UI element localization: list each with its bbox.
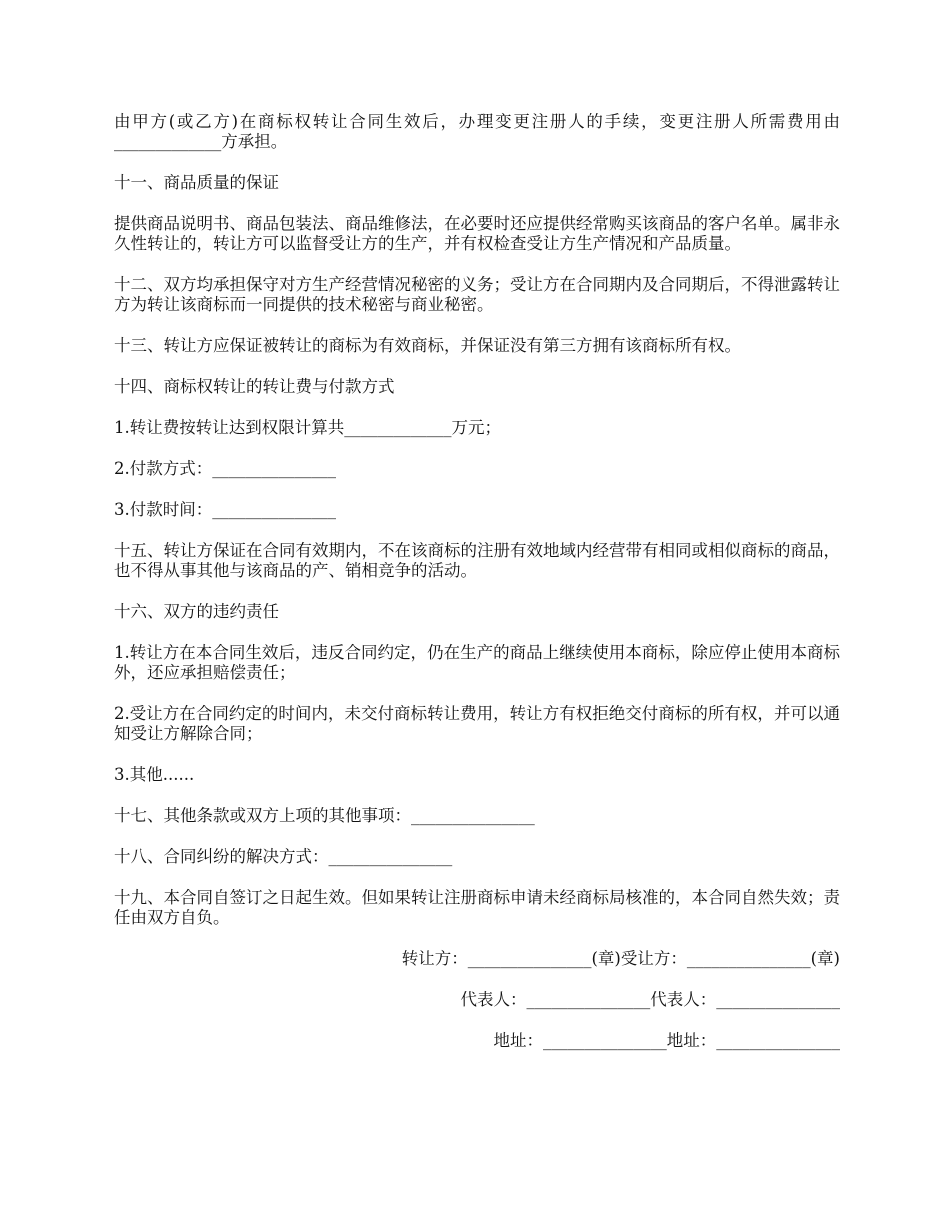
breach-other-item: 3.其他...... <box>114 765 195 784</box>
section-12-confidentiality: 十二、双方均承担保守对方生产经营情况秘密的义务；受让方在合同期内及合同期后，不得泄露转让方为转让该商标而一同提供的技术秘密与商业秘密。 <box>114 275 840 314</box>
registration-change-clause: 由甲方(或乙方)在商标权转让合同生效后，办理变更注册人的手续，变更注册人所需费用由_____________方承担。 <box>114 112 840 151</box>
section-15-non-compete: 十五、转让方保证在合同有效期内，不在该商标的注册有效地域内经营带有相同或相似商标的商品，也不得从事其他与该商品的产、销相竞争的活动。 <box>114 541 840 580</box>
breach-transferor-item: 1.转让方在本合同生效后，违反合同约定，仍在生产的商品上继续使用本商标，除应停止使用本商标外，还应承担赔偿责任； <box>114 643 840 682</box>
section-18-dispute-resolution: 十八、合同纠纷的解决方式：_______________ <box>114 847 453 866</box>
section-16-heading: 十六、双方的违约责任 <box>114 602 279 621</box>
quality-guarantee-clause: 提供商品说明书、商品包装法、商品维修法，在必要时还应提供经常购买该商品的客户名单。属非永久性转让的，转让方可以监督受让方的生产，并有权检查受让方生产情况和产品质量。 <box>114 214 840 253</box>
payment-method-item: 2.付款方式：_______________ <box>114 459 336 478</box>
signature-addresses-line: 地址：_______________地址：_______________ <box>493 1031 840 1050</box>
section-11-heading: 十一、商品质量的保证 <box>114 173 279 192</box>
contract-document <box>114 112 840 1072</box>
transfer-fee-item: 1.转让费按转让达到权限计算共_____________万元； <box>114 418 501 437</box>
section-14-heading: 十四、商标权转让的转让费与付款方式 <box>114 377 395 396</box>
breach-transferee-item: 2.受让方在合同约定的时间内，未交付商标转让费用，转让方有权拒绝交付商标的所有权，并可以通知受让方解除合同； <box>114 704 840 743</box>
section-19-effectiveness: 十九、本合同自签订之日起生效。但如果转让注册商标申请未经商标局核准的，本合同自然失效；责任由双方自负。 <box>114 888 840 927</box>
signature-representatives-line: 代表人：_______________代表人：_______________ <box>460 990 840 1009</box>
section-17-other-terms: 十七、其他条款或双方上项的其他事项：_______________ <box>114 806 535 825</box>
signature-parties-line: 转让方：_______________(章)受让方：_______________(章) <box>401 949 840 968</box>
payment-time-item: 3.付款时间：_______________ <box>114 500 336 519</box>
section-13-validity: 十三、转让方应保证被转让的商标为有效商标，并保证没有第三方拥有该商标所有权。 <box>114 336 741 355</box>
